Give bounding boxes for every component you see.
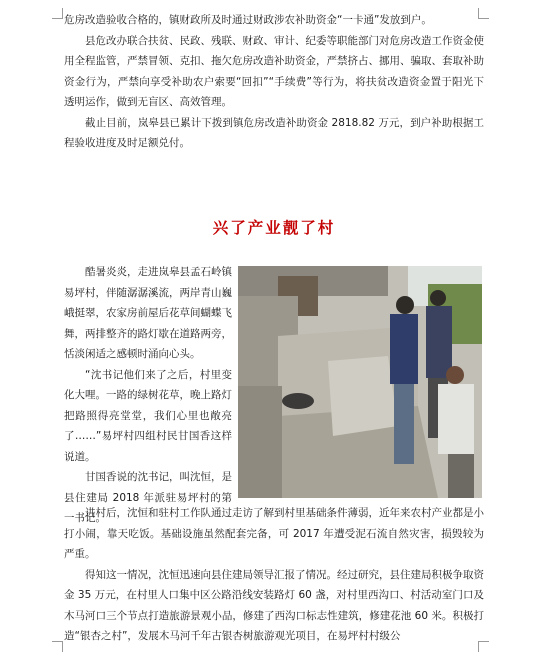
paragraph: 截止目前，岚皋县已累计下拨到镇危房改造补助资金 2818.82 万元，到户补助根据工程验收进度及时足额兑付。 <box>64 116 484 149</box>
village-photo <box>238 266 482 498</box>
paragraph: 危房改造验收合格的，镇财政所及时通过财政涉农补助资金“一卡通”发放到户。 <box>64 14 432 26</box>
paragraph: “沈书记他们来了之后，村里变化大哩。一路的绿树花草，晚上路灯把路照得亮堂堂，我们心里也敞亮了……”易坪村四组村民甘国香这样说道。 <box>64 368 232 463</box>
left-column-text <box>64 262 232 529</box>
paragraph: 县危改办联合扶贫、民政、残联、财政、审计、纪委等职能部门对危房改造工作资金使用全程监管，严禁冒领、克扣、拖欠危房改造补助资金，严禁挤占、挪用、骗取、套取补助资金行为，严禁向享受补助农户索要“回扣”“手续费”等行为，将扶贫改造资金置于阳光下透明运作，做到无盲区、高效管理。 <box>64 34 484 108</box>
section-title: 兴了产业靓了村 <box>212 219 336 237</box>
top-text-block <box>64 10 484 154</box>
bottom-text-block <box>64 503 484 647</box>
crop-mark-bottom-left <box>52 641 63 652</box>
paragraph: 甘国香说的沈书记，叫沈恒，是县住建局 2018 年派驻易坪村的第一书记。 <box>64 471 232 524</box>
crop-mark-top-left <box>52 8 63 19</box>
paragraph: 酷暑炎炎，走进岚皋县孟石岭镇易坪村，伴随潺潺溪流，两岸青山巍峨挺翠，农家房前屋后花草间蝴蝶飞舞，两排整齐的路灯歇在道路两旁，恬淡闲适之感顿时涌向心头。 <box>64 266 232 360</box>
paragraph: 进村后，沈恒和驻村工作队通过走访了解到村里基础条件薄弱，近年来农村产业都是小打小闹，靠天吃饭。基础设施虽然配套完备，可 2017 年遭受泥石流自然灾害，损毁较为严重。 <box>64 507 484 560</box>
paragraph: 得知这一情况，沈恒迅速向县住建局领导汇报了情况。经过研究，县住建局积极争取资金 35 万元，在村里人口集中区公路沿线安装路灯 60 盏，对村里西沟口、村活动室门口及木马河口三个节点打造旅游景观小品，修建了西沟口标志性建筑，修建花池 60 米。积极打造“银杏之村”，发展木马河千年古银杏树旅游观光项目，在易坪村村级公 <box>64 568 484 642</box>
